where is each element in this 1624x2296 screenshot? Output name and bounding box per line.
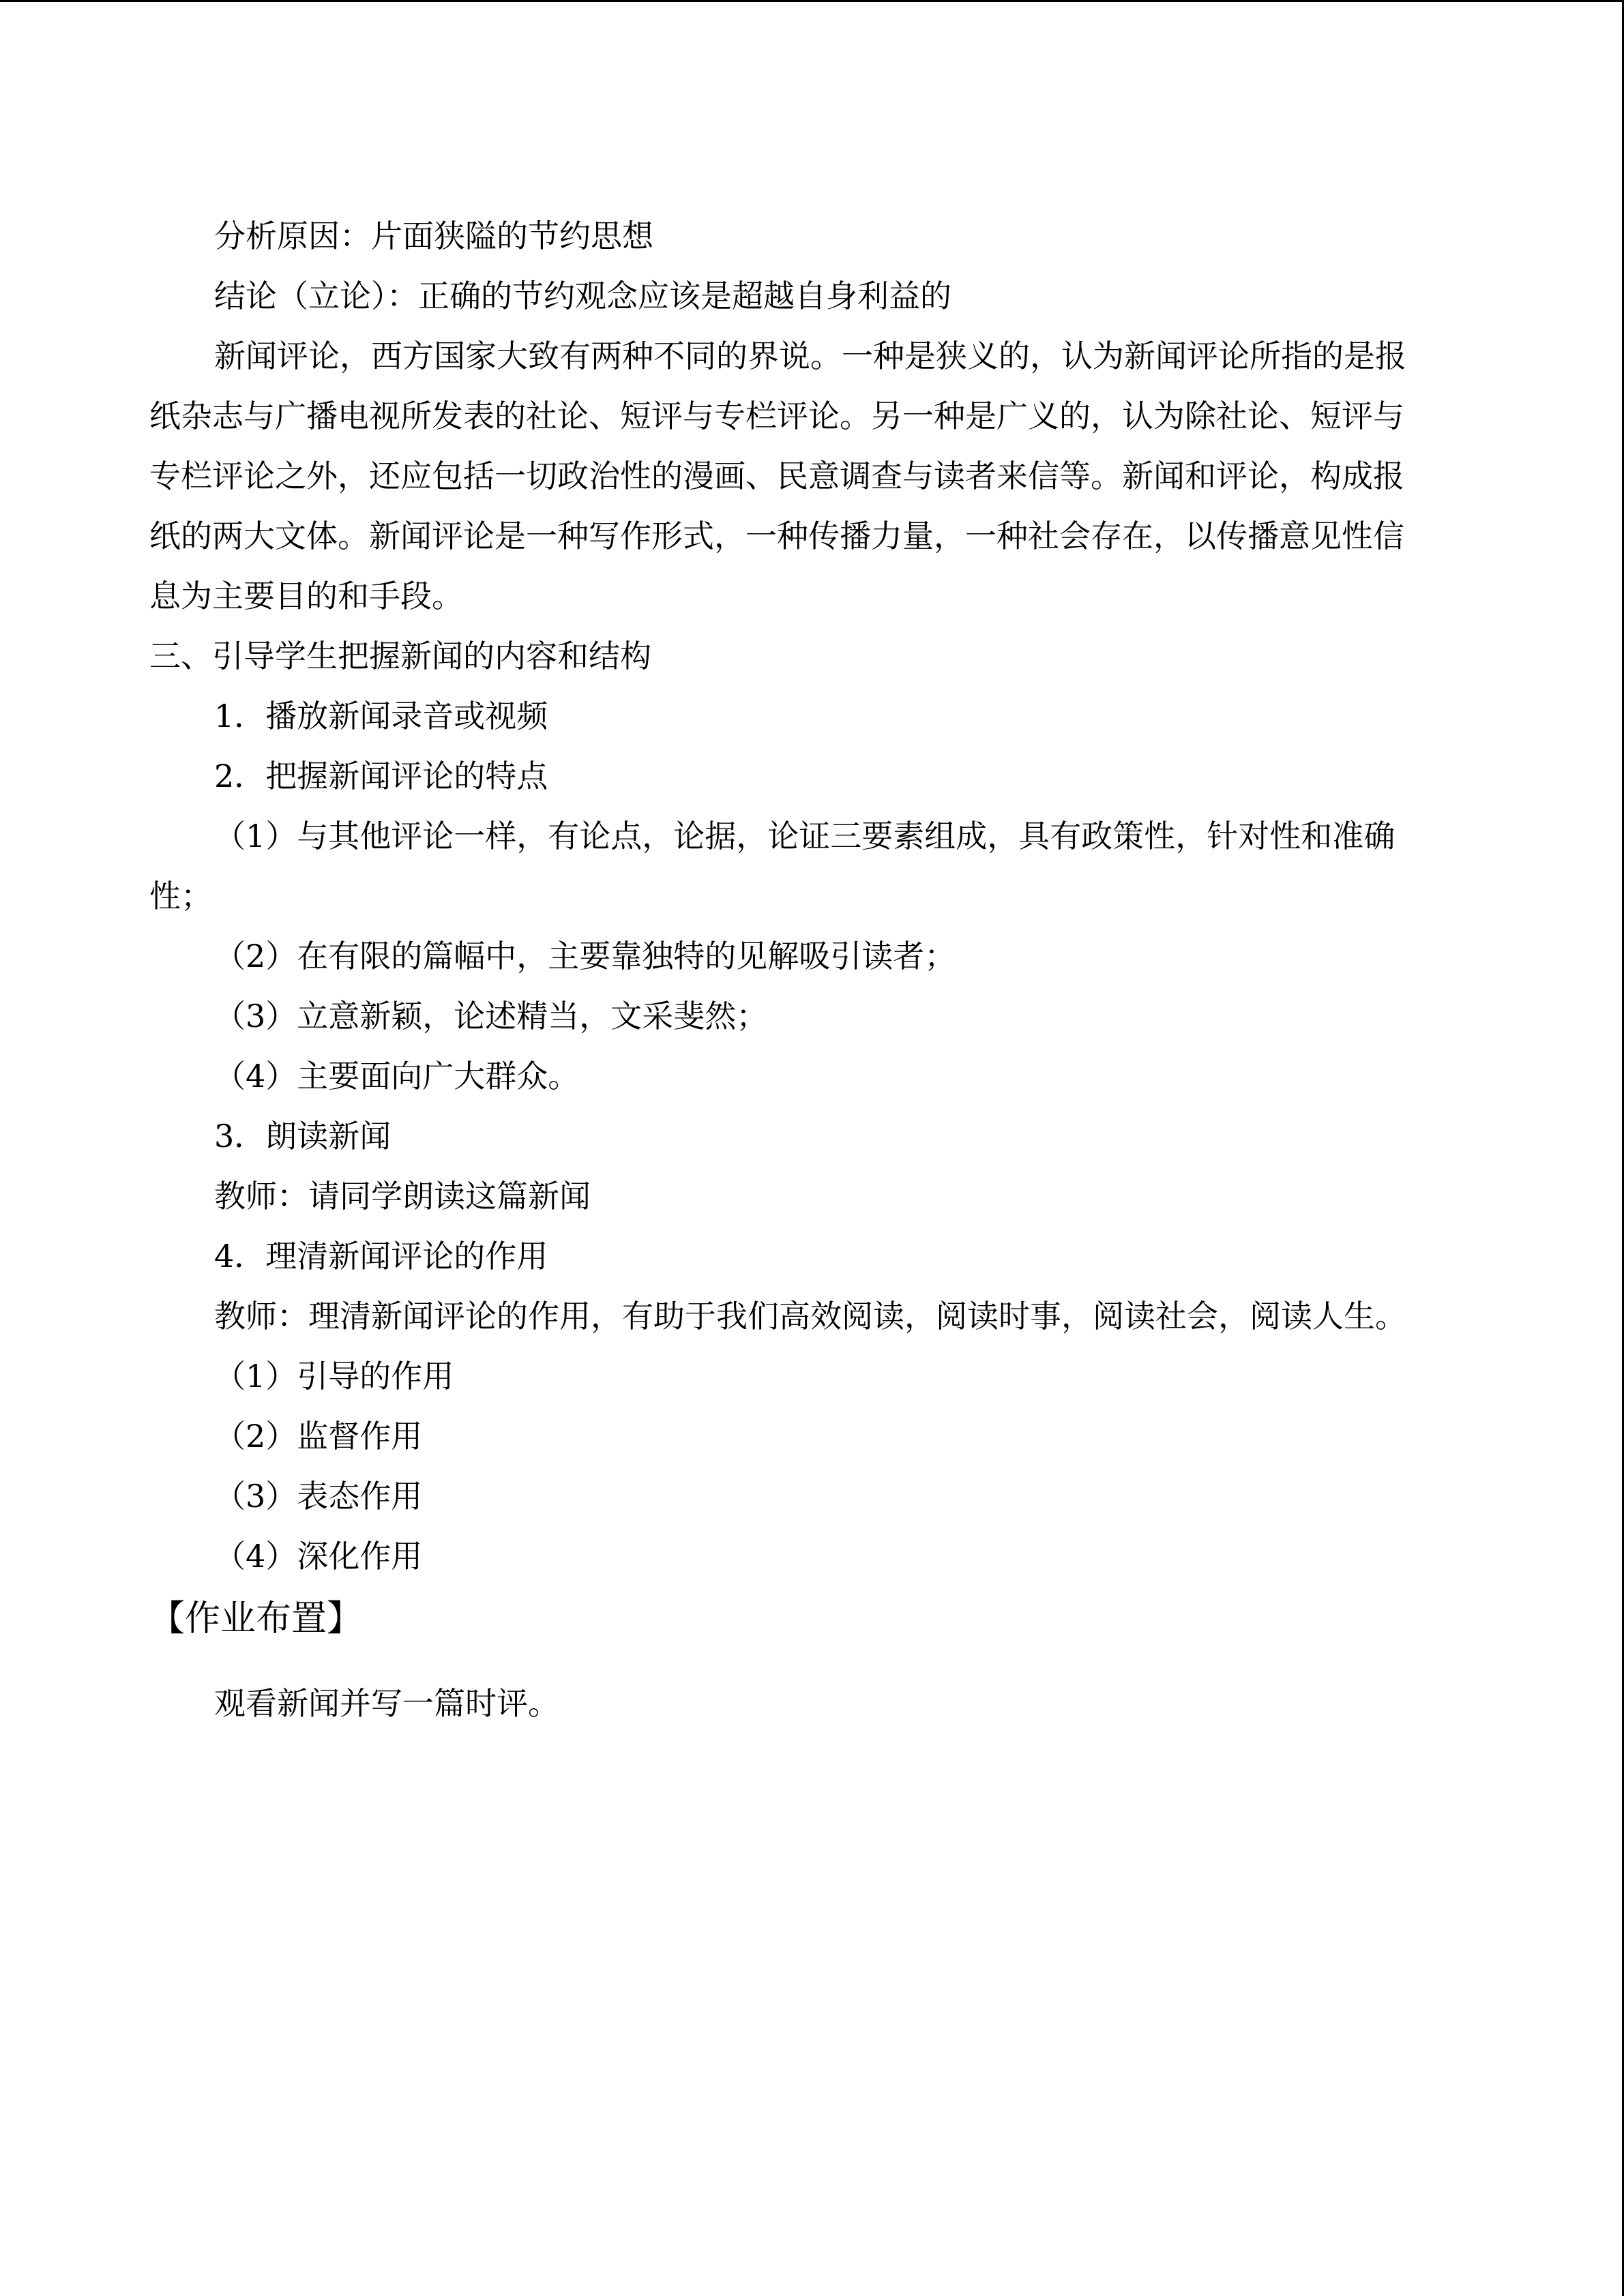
list-item: （4）主要面向广大群众。 [214, 1058, 580, 1094]
teacher-line: 教师：请同学朗读这篇新闻 [214, 1178, 591, 1214]
list-item: （4）深化作用 [214, 1538, 423, 1575]
list-item: （2）在有限的篇幅中，主要靠独特的见解吸引读者； [214, 938, 956, 974]
list-item-continuation: 性； [149, 878, 212, 914]
list-item: 2．把握新闻评论的特点 [214, 758, 548, 794]
paragraph-line: 息为主要目的和手段。 [149, 578, 463, 614]
list-item: （1）引导的作用 [214, 1358, 454, 1395]
paragraph-line: 新闻评论，西方国家大致有两种不同的界说。一种是狭义的，认为新闻评论所指的是报 [214, 338, 1406, 374]
list-item: 3．朗读新闻 [214, 1118, 392, 1154]
teacher-line: 教师：理清新闻评论的作用，有助于我们高效阅读，阅读时事，阅读社会，阅读人生。 [214, 1298, 1406, 1335]
page-border-top [0, 0, 1624, 2]
list-item: （2）监督作用 [214, 1418, 423, 1455]
list-item: （3）立意新颖，论述精当，文采斐然； [214, 998, 768, 1034]
paragraph-line: 专栏评论之外，还应包括一切政治性的漫画、民意调查与读者来信等。新闻和评论，构成报 [149, 458, 1404, 494]
analysis-cause-line: 分析原因：片面狭隘的节约思想 [214, 218, 653, 254]
list-item: 1．播放新闻录音或视频 [214, 698, 548, 734]
list-item: 4．理清新闻评论的作用 [214, 1238, 548, 1274]
paragraph-line: 纸的两大文体。新闻评论是一种写作形式，一种传播力量，一种社会存在，以传播意见性信 [149, 518, 1404, 554]
conclusion-line: 结论（立论）：正确的节约观念应该是超越自身利益的 [214, 278, 951, 314]
section-heading: 三、引导学生把握新闻的内容和结构 [149, 638, 651, 674]
paragraph-line: 纸杂志与广播电视所发表的社论、短评与专栏评论。另一种是广义的，认为除社论、短评与 [149, 398, 1404, 434]
list-item: （3）表态作用 [214, 1478, 423, 1515]
homework-heading: 【作业布置】 [149, 1598, 363, 1639]
list-item: （1）与其他评论一样，有论点，论据，论证三要素组成，具有政策性，针对性和准确 [214, 818, 1396, 854]
homework-text: 观看新闻并写一篇时评。 [214, 1685, 559, 1722]
